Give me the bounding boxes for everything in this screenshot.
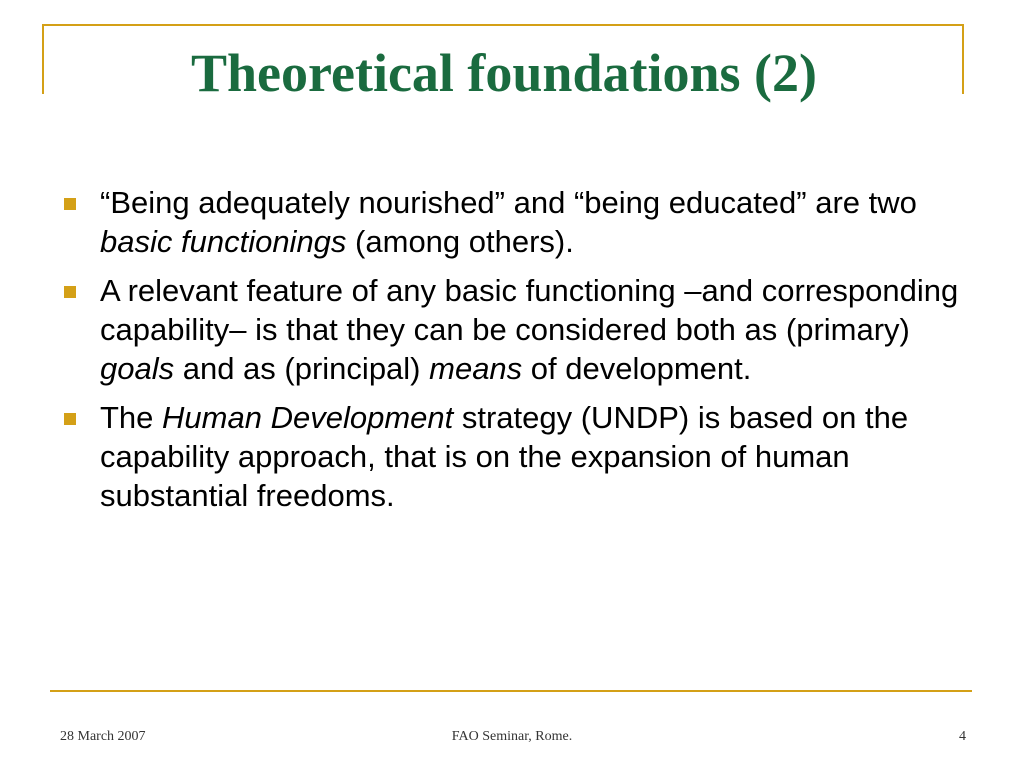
bullet-list [64,183,964,525]
bullet-item [64,271,964,388]
text-segment: and as (principal) [174,351,430,386]
footer-rule [50,690,972,692]
footer-date: 28 March 2007 [60,729,146,744]
title-frame-top-rule [42,24,964,26]
emphasized-text: goals [100,351,175,386]
text-segment: “Being adequately nourished” and “being educated” are two [100,185,917,220]
bullet-item [64,183,964,261]
slide-title: Theoretical foundations (2) [190,43,817,103]
square-bullet-icon [64,413,76,425]
bullet-text [100,185,917,259]
footer-page-number: 4 [959,729,966,744]
emphasized-text: basic functionings [100,224,347,259]
text-segment: (among others). [346,224,574,259]
square-bullet-icon [64,286,76,298]
text-segment: of development. [522,351,752,386]
emphasized-text: Human Development [162,400,454,435]
text-segment: The [100,400,163,435]
footer-event: FAO Seminar, Rome. [451,729,573,744]
text-segment: strategy (UNDP) is based on the capability approach, that is on the expansion of human substantial freedoms. [100,400,909,513]
bullet-text [100,273,958,386]
bullet-text [100,400,908,513]
square-bullet-icon [64,198,76,210]
bullet-item [64,398,964,515]
emphasized-text: means [429,351,523,386]
text-segment: A relevant feature of any basic functioning –and corresponding capability– is that they can be considered both as (primary) [100,273,959,347]
